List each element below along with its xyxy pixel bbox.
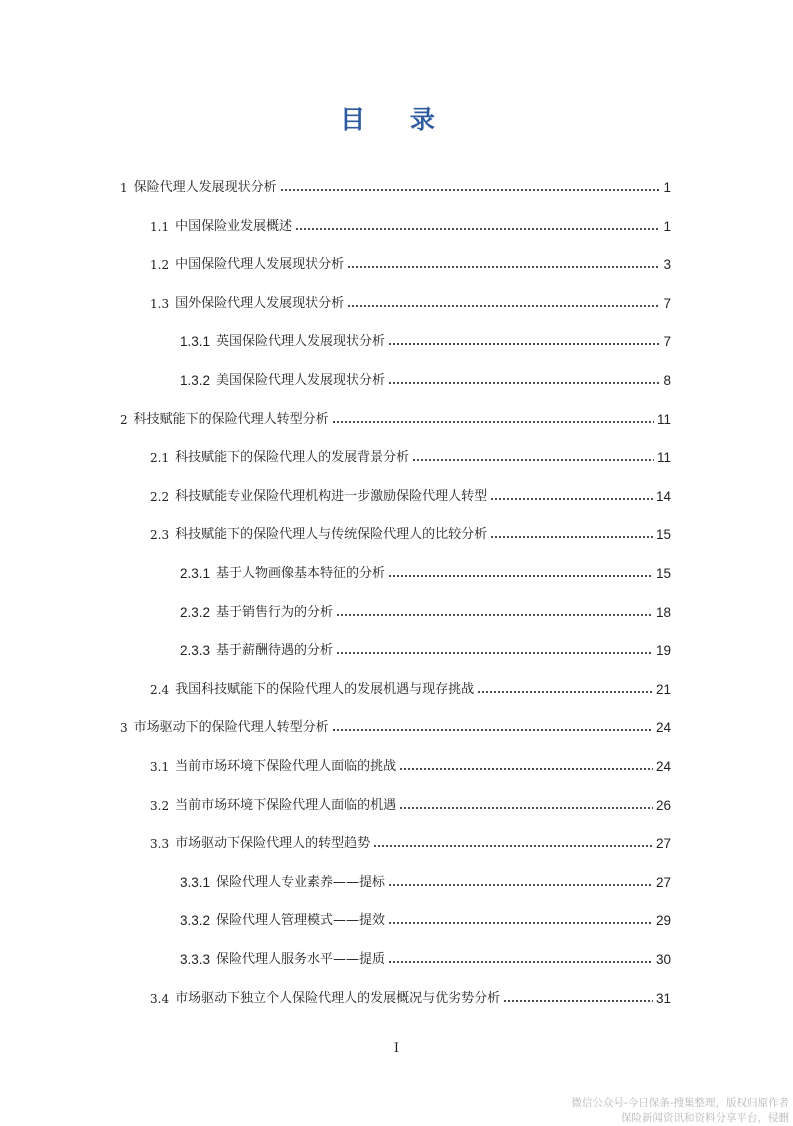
toc-entry[interactable]: [180, 907, 671, 931]
toc-entry-page: 15: [655, 527, 671, 543]
toc-entry-page: 3: [663, 257, 671, 273]
toc-entry-title: 英国保险代理人发展现状分析: [216, 334, 386, 350]
toc-entry-number: 3.3.1: [180, 874, 211, 890]
toc-entry-number: 3: [120, 721, 128, 736]
toc-entry[interactable]: [150, 444, 671, 468]
toc-entry[interactable]: [120, 406, 671, 430]
toc-entry[interactable]: [180, 869, 671, 893]
toc-entry-number: 3.4: [150, 991, 170, 1006]
toc-entry-page: 27: [655, 836, 671, 852]
toc-entry-title: 保险代理人服务水平——提质: [216, 952, 386, 967]
dot-leader: [388, 958, 653, 966]
toc-entry-title: 基于薪酬待遇的分析: [216, 643, 334, 659]
toc-entry-page: 29: [655, 913, 671, 929]
dot-leader: [336, 649, 653, 657]
toc-entry-page: 24: [655, 759, 671, 774]
toc-entry[interactable]: [120, 714, 671, 738]
toc-entry-title: 当前市场环境下保险代理人面临的机遇: [175, 797, 397, 813]
dot-leader: [332, 726, 653, 734]
toc-entry[interactable]: [180, 637, 671, 661]
toc-entry-page: 8: [663, 373, 671, 388]
watermark-line: 保险新闻资讯和资料分享平台，侵删: [621, 1112, 789, 1124]
toc-entry-number: 2.3: [150, 528, 170, 543]
toc-entry-number: 3.2: [150, 798, 170, 813]
dot-leader: [347, 263, 660, 271]
toc-entry-title: 我国科技赋能下的保险代理人的发展机遇与现存挑战: [175, 681, 475, 697]
toc-entry[interactable]: [180, 367, 671, 391]
dot-leader: [503, 997, 653, 1005]
toc-entry-number: 1: [120, 181, 128, 195]
toc-entry-title: 保险代理人专业素养——提标: [216, 874, 386, 890]
toc-entry-page: 30: [655, 952, 671, 967]
toc-entry-title: 科技赋能下的保险代理人转型分析: [133, 411, 329, 427]
dot-leader: [336, 611, 653, 619]
dot-leader: [399, 765, 653, 773]
page-number: I: [393, 1041, 400, 1056]
dot-leader: [412, 456, 654, 464]
toc-entry-page: 31: [655, 990, 671, 1006]
toc-entry-number: 3.3: [150, 837, 170, 852]
toc-entry-title: 市场驱动下保险代理人的转型趋势: [175, 836, 371, 852]
toc-entry[interactable]: [180, 599, 671, 623]
toc-entry-number: 2.3.3: [180, 643, 211, 659]
toc-entry-number: 2.4: [150, 682, 170, 697]
dot-leader: [399, 804, 653, 812]
dot-leader: [477, 688, 653, 696]
toc-entry-page: 1: [663, 180, 671, 195]
toc-entry-number: 1.2: [150, 258, 170, 273]
toc-entry-page: 7: [663, 295, 671, 311]
toc-entry-title: 保险代理人管理模式——提效: [216, 913, 386, 929]
toc-entry-title: 当前市场环境下保险代理人面临的挑战: [175, 759, 397, 774]
toc-entry-number: 1.1: [150, 219, 170, 234]
toc-entry-number: 2.3.2: [180, 604, 211, 620]
toc-entry[interactable]: [180, 328, 671, 352]
toc-entry-title: 保险代理人发展现状分析: [133, 180, 277, 195]
dot-leader: [388, 379, 660, 387]
dot-leader: [295, 225, 660, 233]
toc-entry-page: 26: [655, 797, 671, 813]
toc-entry[interactable]: [150, 792, 671, 816]
toc-entry-page: 7: [663, 334, 671, 350]
watermark-line: 微信公众号-今日保条-搜集整理，版权归原作者: [571, 1097, 789, 1109]
toc-entry-page: 11: [656, 450, 671, 466]
toc-entry-page: 18: [655, 604, 671, 620]
toc-entry-title: 中国保险业发展概述: [175, 218, 293, 234]
toc-entry-title: 科技赋能下的保险代理人的发展背景分析: [175, 450, 410, 466]
dot-leader: [388, 919, 653, 927]
dot-leader: [280, 186, 661, 194]
toc-entry-title: 科技赋能下的保险代理人与传统保险代理人的比较分析: [175, 527, 488, 543]
dot-leader: [490, 533, 653, 541]
toc-entry-title: 科技赋能专业保险代理机构进一步激励保险代理人转型: [175, 488, 488, 504]
toc-entry-number: 2.3.1: [180, 566, 211, 581]
toc-entry-page: 21: [655, 681, 671, 697]
toc-entry-page: 24: [655, 720, 671, 736]
toc-entry-number: 3.3.2: [180, 913, 211, 929]
dot-leader: [347, 302, 660, 310]
toc-entry-page: 11: [656, 411, 671, 427]
toc-entry[interactable]: [180, 560, 671, 584]
toc-entry-page: 19: [655, 643, 671, 659]
toc-entry-title: 基于人物画像基本特征的分析: [216, 566, 386, 581]
dot-leader: [373, 842, 653, 850]
toc-entry[interactable]: [150, 290, 671, 314]
toc-entry-title: 国外保险代理人发展现状分析: [175, 295, 345, 311]
toc-entry-title: 市场驱动下独立个人保险代理人的发展概况与优劣势分析: [175, 990, 501, 1006]
toc-entry[interactable]: [150, 213, 671, 237]
toc-entry-number: 1.3.2: [180, 373, 211, 388]
table-of-contents: [0, 174, 793, 1014]
toc-entry[interactable]: [150, 985, 671, 1009]
dot-leader: [388, 572, 653, 580]
toc-entry[interactable]: [150, 251, 671, 275]
toc-entry[interactable]: [180, 946, 671, 970]
page-title: 目 录: [340, 105, 453, 134]
dot-leader: [490, 495, 653, 503]
toc-entry-number: 3.1: [150, 760, 170, 774]
toc-entry-page: 27: [655, 874, 671, 890]
dot-leader: [388, 881, 653, 889]
toc-entry[interactable]: [150, 483, 671, 507]
dot-leader: [388, 340, 660, 348]
toc-entry-page: 1: [663, 218, 671, 234]
toc-entry[interactable]: [150, 521, 671, 545]
toc-entry-number: 2.2: [150, 489, 170, 504]
toc-entry-page: 15: [655, 566, 671, 581]
dot-leader: [332, 418, 654, 426]
toc-entry-number: 3.3.3: [180, 952, 211, 967]
toc-entry[interactable]: [120, 174, 671, 198]
toc-entry-number: 1.3: [150, 296, 170, 311]
toc-entry[interactable]: [150, 753, 671, 777]
toc-entry-title: 基于销售行为的分析: [216, 604, 334, 620]
toc-entry-page: 14: [655, 488, 671, 504]
toc-entry-title: 市场驱动下的保险代理人转型分析: [133, 720, 329, 736]
toc-entry-title: 中国保险代理人发展现状分析: [175, 257, 345, 273]
toc-entry-title: 美国保险代理人发展现状分析: [216, 373, 386, 388]
toc-entry[interactable]: [150, 830, 671, 854]
toc-entry-number: 2.1: [150, 451, 170, 466]
toc-entry-number: 2: [120, 412, 128, 427]
toc-entry[interactable]: [150, 676, 671, 700]
toc-entry-number: 1.3.1: [180, 334, 211, 350]
